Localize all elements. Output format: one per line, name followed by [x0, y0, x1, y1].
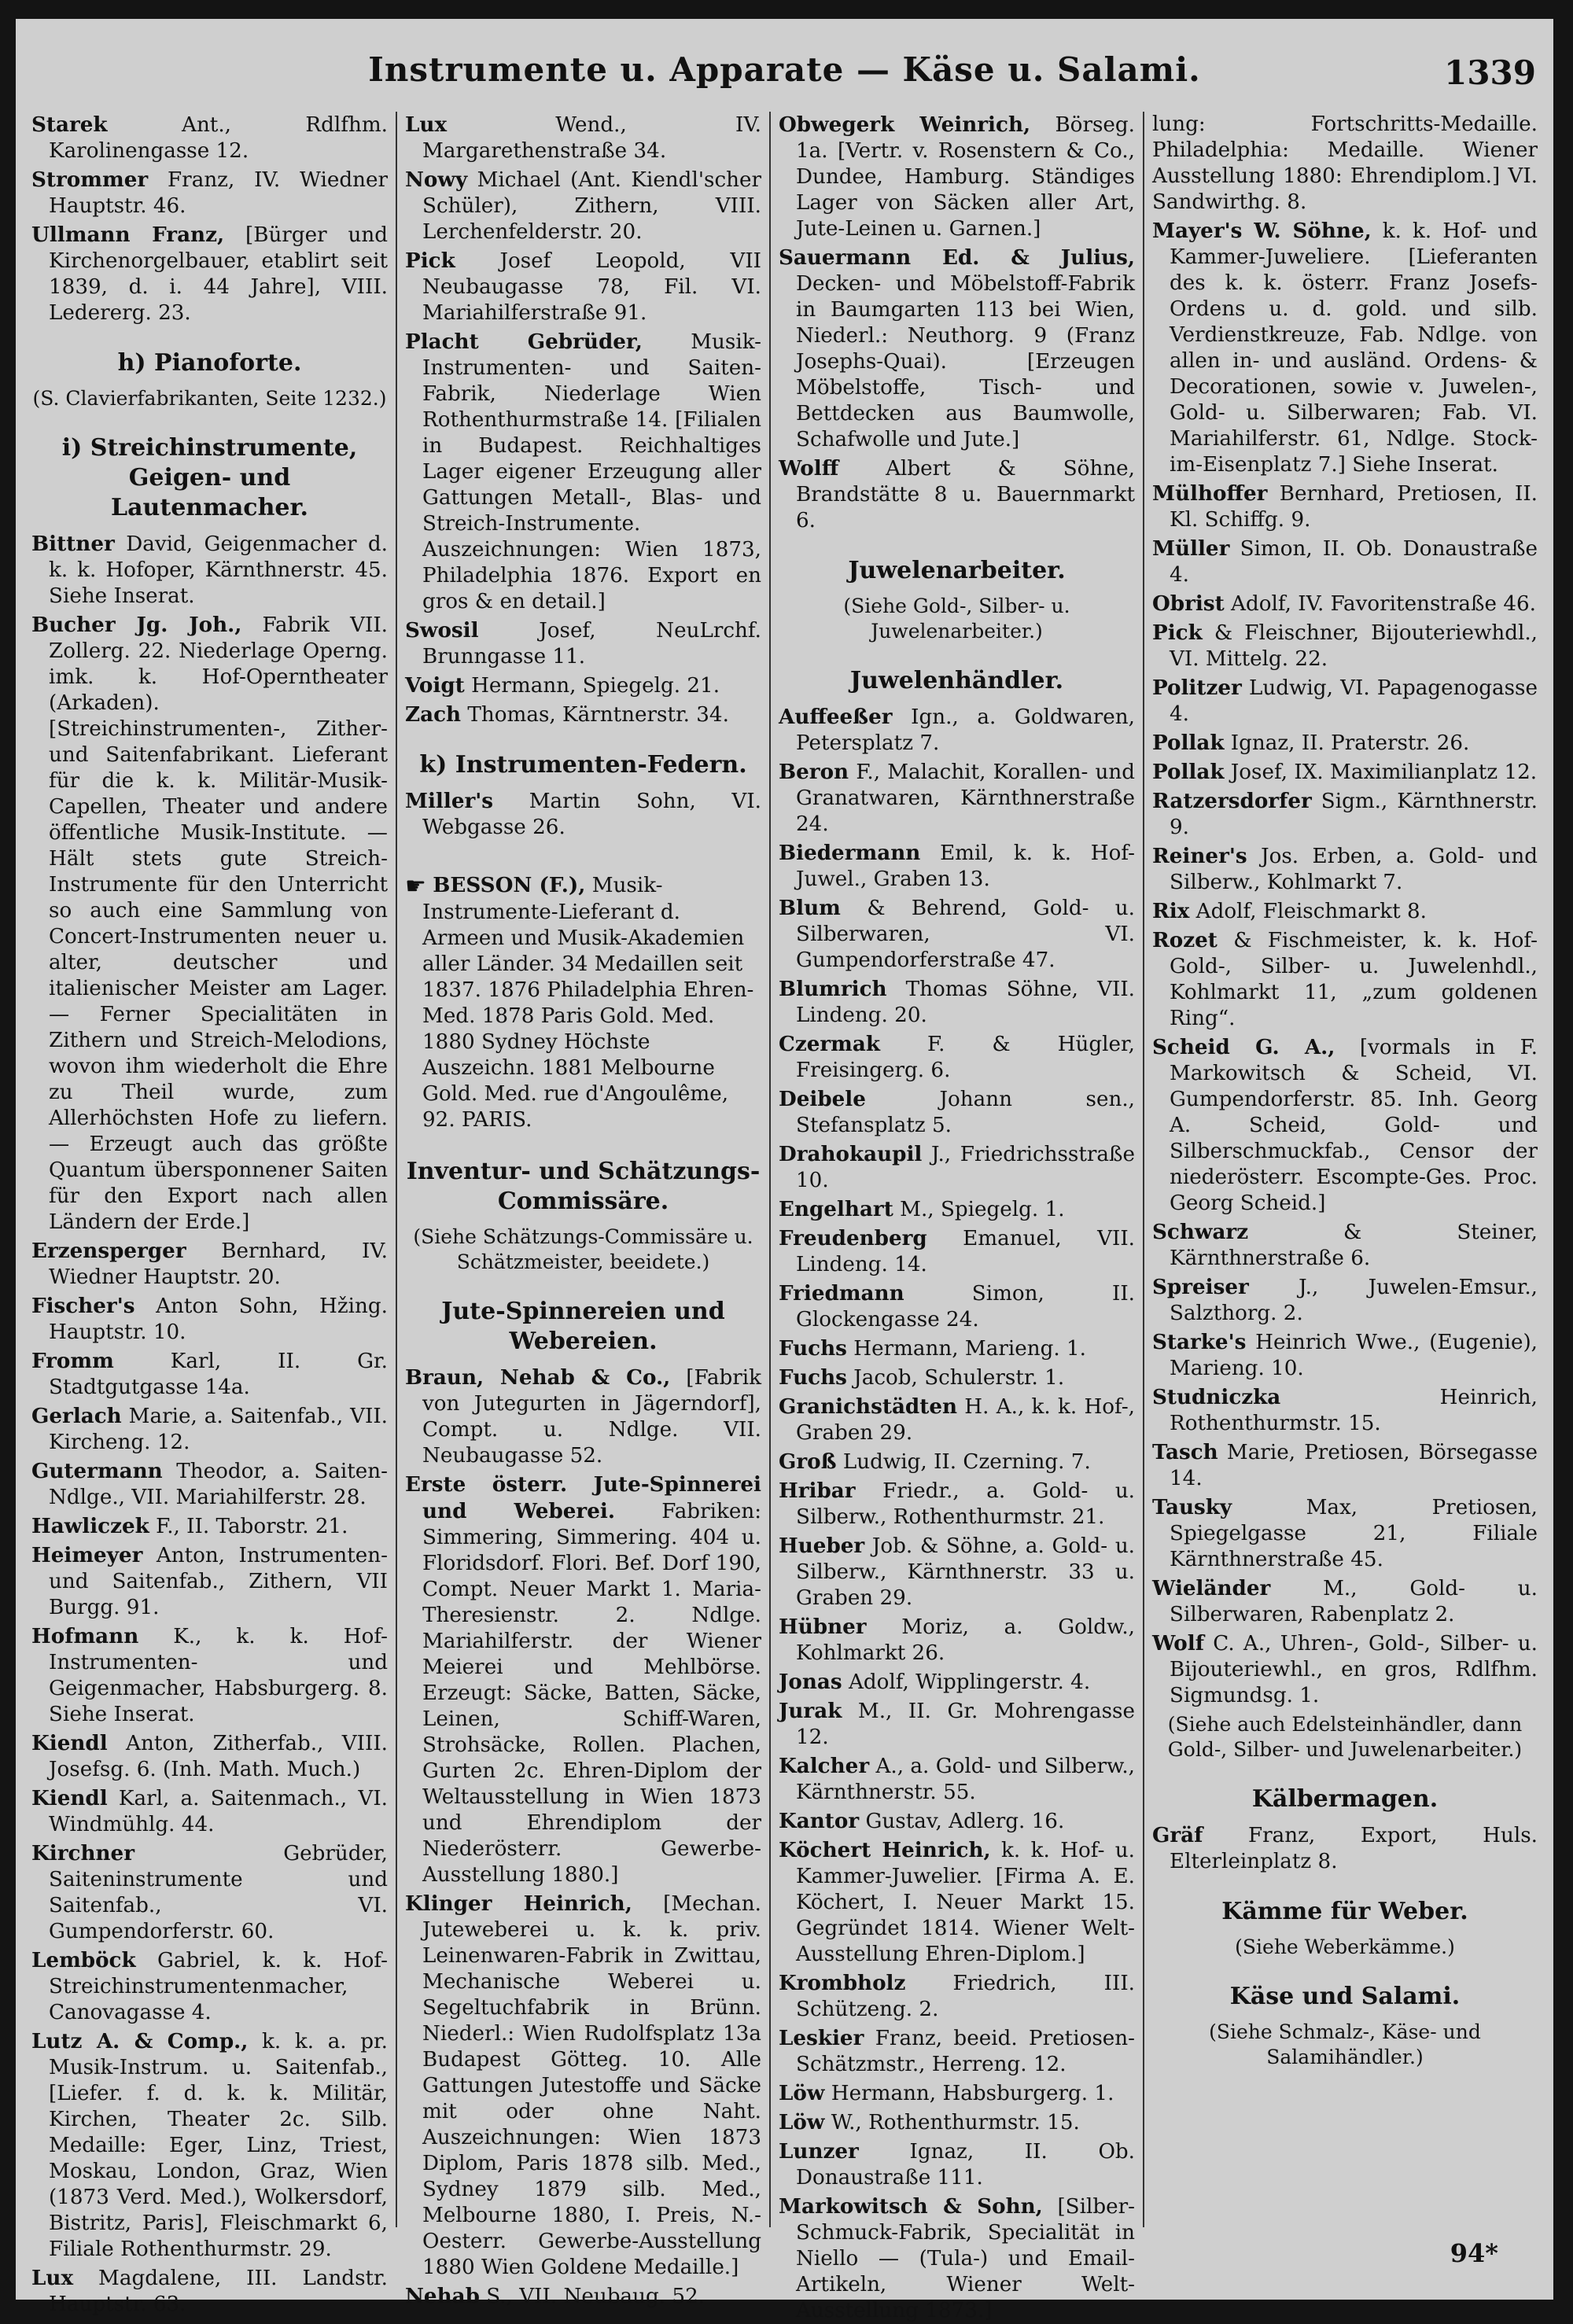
directory-entry [779, 1196, 1135, 1223]
entry-text: k. k. Hof- und Kammer-Juweliere. [Lieferanten des k. k. österr. Franz Josefs-Ordens u. d. gold. und silb. Verdienstkreuze, Fab. Ndlge. von allen in- und ausländ. Ordens- & Decorationen, sowie v. Juwelen-, Gold- u. Silberwaren; Fab. VI. Mariahilferstr. 61, Ndlge. Stock-im-Eisenplatz 7.] Siehe Inserat. [1170, 219, 1538, 477]
entry-text: Fabrik VII. Zollerg. 22. Niederlage Operng. imk. k. Hof-Operntheater (Arkaden). [Streichinstrumenten-, Zither- und Saitenfabrikant. Lieferant für die k. k. Militär-Musik-Capellen, Theater und andere öffentliche Musik-Institute. — Hält stets gute Streich-Instrumente für den Unterricht so auch eine Sammlung von Concert-Instrumenten neuer u. alter, deutscher und italienischer Meister am Lager. — Ferner Specialitäten in Zithern und Streich-Melodions, wovon ihm wiederholt die Ehre zu Theil wurde, zum Allerhöchsten Hofe zu liefern. — Erzeugt auch das größte Quantum übersponnener Saiten für den Export nach allen Ländern der Erde.] [49, 613, 389, 1234]
entry-text: Job. & Söhne, a. Gold- u. Silberw., Kärnthnerstr. 33 u. Graben 29. [796, 1534, 1136, 1610]
directory-entry [1152, 1439, 1538, 1492]
entry-text: Thomas Söhne, VII. Lindeng. 20. [796, 978, 1135, 1027]
entry-name: Hribar [779, 1479, 856, 1503]
directory-entry [779, 1808, 1135, 1835]
entry-name: Löw [779, 2110, 825, 2134]
directory-entry [31, 1403, 388, 1456]
entry-name: Kiendl [31, 1786, 108, 1810]
directory-entry [779, 1478, 1135, 1530]
entry-text: C. A., Uhren-, Gold-, Silber- u. Bijouteriewhl., en gros, Rdlfhm. Sigmundsg. 1. [1170, 1632, 1538, 1707]
directory-entry [31, 1840, 388, 1945]
entry-name: Blumrich [779, 977, 887, 1001]
entry-name: Politzer [1152, 676, 1242, 700]
entry-text: Adolf, IV. Favoritenstraße 46. [1231, 592, 1536, 616]
entry-text: & Behrend, Gold- u. Silberwaren, VI. Gumpendorferstraße 47. [796, 897, 1135, 972]
directory-entry [779, 1669, 1135, 1696]
entry-text: [Fabrik von Jutegurten in Jägerndorf], Compt. u. Ndlge. VII. Neubaugasse 52. [422, 1365, 762, 1468]
entry-text: Josef, IX. Maximilianplatz 12. [1230, 761, 1538, 784]
entry-text: Fabriken: Simmering, Simmering. 404 u. Floridsdorf. Flori. Bef. Dorf 190, Compt. Neuer Markt 1. Maria-Theresienstr. 2. Ndlge. Mariahilferstr. der Wiener Meierei und Mehlbörse. Erzeugt: Säcke, Batten, Säcke, Leinen, Schiff-Waren, Strohsäcke, Rollen. Plachen, Gurten 2c. Ehren-Diplom der Weltausstellung in Wien 1873 und Ehrendiplom der Niederösterr. Gewerbe-Ausstellung 1880.] [422, 1499, 762, 1887]
entry-name: Placht Gebrüder, [405, 330, 643, 354]
section-title-jute: Jute-Spinnereien und Webereien. [441, 1297, 725, 1355]
directory-entry [779, 1614, 1135, 1667]
directory-entry [31, 1623, 388, 1728]
directory-entry [1152, 1329, 1538, 1382]
pointing-hand-icon: ☛ [405, 872, 426, 901]
directory-entry [779, 1449, 1135, 1475]
entry-name: Bucher Jg. Joh., [31, 613, 242, 637]
entry-text: David, Geigenmacher d. k. k. Hofoper, Kärnthnerstr. 45. Siehe Inserat. [49, 532, 388, 608]
directory-entry [1152, 218, 1538, 478]
entry-name: Pollak [1152, 731, 1225, 755]
column-2 [397, 112, 771, 2308]
entry-name: Fuchs [779, 1365, 847, 1390]
directory-entry [31, 1785, 388, 1838]
entry-text: [Mechan. Juteweberei u. k. k. priv. Leinenwaren-Fabrik in Zwittau, Mechanische Weberei u. Segeltuchfabrik in Brünn. Niederl.: Wien Rudolfsplatz 13a Budapest Götteg. 10. Alle Gattungen Jutestoffe und Säcke mit oder ohne Naht. Auszeichnungen: Wien 1873 Diplom, Paris 1878 silb. Med., Sydney 1879 silb. Med., Melbourne 1880, I. Preis, N.-Oesterr. Gewerbe-Ausstellung 1880 Wien Goldene Medaille.] [422, 1891, 761, 2279]
entry-text: Anton Sohn, Hžing. Hauptstr. 10. [49, 1295, 389, 1344]
entry-name: Deibele [779, 1087, 866, 1111]
entry-text: Ignaz, II. Ob. Donaustraße 111. [796, 2140, 1135, 2190]
entry-text: Magdalene, III. Landstr. Hauptstr. 63. [49, 2267, 389, 2316]
entry-text: Karl, II. Gr. Stadtgutgasse 14a. [49, 1350, 388, 1399]
entry-name: Biedermann [779, 841, 921, 865]
entry-name: Rix [1152, 899, 1190, 923]
entry-name: Drahokaupil [779, 1142, 923, 1166]
directory-entry [1152, 1630, 1538, 1709]
directory-entry [779, 1335, 1135, 1362]
entry-text: Max, Pretiosen, Spiegelgasse 21, Filiale Kärnthnerstraße 45. [1170, 1496, 1538, 1571]
entry-name: Jurak [779, 1699, 842, 1723]
directory-entry [405, 702, 761, 728]
directory-entry [31, 531, 388, 610]
directory-entry [779, 2109, 1135, 2136]
entry-name: Jonas [779, 1670, 842, 1694]
entry-name: Beron [779, 760, 849, 784]
entry-text: & Steiner, Kärnthnerstraße 6. [1170, 1221, 1538, 1270]
entry-name: Kalcher [779, 1754, 870, 1778]
entry-name: Kantor [779, 1809, 860, 1833]
directory-entry [405, 1365, 761, 1469]
entry-text: Hermann, Spiegelg. 21. [471, 674, 720, 698]
entry-name: Obrist [1152, 591, 1225, 616]
directory-entry [1152, 898, 1538, 925]
entry-text: M., II. Gr. Mohrengasse 12. [796, 1700, 1135, 1749]
section-title-pianoforte: h) Pianoforte. [117, 349, 302, 377]
entry-text: & Fleischner, Bijouteriewhdl., VI. Mittelg. 22. [1170, 621, 1538, 671]
entry-text: Theodor, a. Saiten-Ndlge., VII. Mariahilferstr. 28. [49, 1460, 388, 1509]
entry-name: Gräf [1152, 1823, 1203, 1847]
section-title-streichinstrumente: i) Streichinstrumente, Geigen- und Lautenmacher. [61, 434, 358, 521]
directory-entry [1152, 1494, 1538, 1573]
entry-text: Anton, Instrumenten- und Saitenfab., Zithern, VII Burgg. 91. [49, 1544, 388, 1619]
directory-entry [1152, 788, 1538, 841]
directory-entry [31, 612, 388, 1236]
entry-text: Börseg. 1a. [Vertr. v. Rosenstern & Co., Dundee, Hamburg. Ständiges Lager von Säcken aller Art, Jute-Leinen u. Garnen.] [796, 113, 1135, 241]
section-title-inventur: Inventur- und Schätzungs-Commissäre. [406, 1157, 761, 1215]
entry-text: Gustav, Adlerg. 16. [865, 1810, 1065, 1833]
entry-name: Voigt [405, 673, 465, 698]
entry-name: Braun, Nehab & Co., [405, 1365, 671, 1390]
directory-entry [1152, 1219, 1538, 1272]
directory-entry [779, 704, 1135, 757]
directory-entry [1152, 675, 1538, 727]
directory-entry [405, 248, 761, 326]
entry-text: Ludwig, II. Czerning. 7. [842, 1450, 1091, 1474]
directory-entry [31, 1730, 388, 1783]
directory-entry [779, 1365, 1135, 1391]
directory-entry [779, 2025, 1135, 2078]
entry-name: Müller [1152, 536, 1230, 561]
entry-text: Friedrich, III. Schützeng. 2. [796, 1972, 1135, 2021]
entry-name: Fuchs [779, 1336, 847, 1361]
entry-text: F., Malachit, Korallen- und Granatwaren, Kärnthnerstraße 24. [796, 761, 1135, 836]
directory-entry [779, 976, 1135, 1029]
entry-name: Nehab [405, 2283, 480, 2308]
signature-mark: 94* [1450, 2238, 1498, 2268]
see-also-note: (Siehe auch Edelsteinhändler, dann Gold-, Silber- und Juwelenarbeiter.) [1167, 1713, 1523, 1761]
directory-entry [779, 1141, 1135, 1194]
entry-text: & Fischmeister, k. k. Hof-Gold-, Silber- u. Juwelenhdl., Kohlmarkt 11, „zum goldenen Ring“. [1170, 929, 1538, 1030]
entry-name: Tasch [1152, 1440, 1218, 1464]
entry-name: Löw [779, 2081, 825, 2105]
entry-name: Nowy [405, 168, 468, 192]
directory-entry [405, 788, 761, 841]
entry-text: Simon, II. Glockengasse 24. [796, 1282, 1135, 1331]
directory-entry [405, 329, 761, 615]
entry-text: Marie, a. Saitenfab., VII. Kircheng. 12. [49, 1405, 388, 1454]
entry-name: Mayer's W. Söhne, [1152, 219, 1372, 243]
besson-advertisement [405, 872, 761, 1133]
directory-entry [779, 112, 1135, 242]
directory-entry [405, 2283, 761, 2310]
section-title-juwelenarbeiter: Juwelenarbeiter. [848, 557, 1066, 584]
entry-text: Bernhard, IV. Wiedner Hauptstr. 20. [49, 1239, 388, 1289]
entry-text: Anton, Zitherfab., VIII. Josefsg. 6. (Inh. Math. Much.) [49, 1732, 388, 1781]
entry-text: [vormals in F. Markowitsch & Scheid, VI. Gumpendorferstr. 85. Inh. Georg A. Scheid, Gold- und Silberschmuckfab., Censor der niederösterr. Escompte-Ges. Proc. Georg Scheid.] [1170, 1036, 1538, 1215]
directory-entry [779, 1280, 1135, 1333]
entry-text: Thomas, Kärntnerstr. 34. [467, 703, 729, 727]
entry-text: Marie, Pretiosen, Börsegasse 14. [1170, 1441, 1538, 1490]
entry-text: S., VII. Neubaug. 52. [486, 2284, 705, 2308]
section-title-kaese: Käse und Salami. [1229, 1983, 1461, 2010]
directory-entry [31, 167, 388, 219]
directory-entry [405, 112, 761, 164]
entry-name: Sauermann Ed. & Julius, [779, 245, 1135, 270]
directory-entry [1152, 843, 1538, 896]
entry-text: [Silber-Schmuck-Fabrik, Specialität in Niello — (Tula-) und Email-Artikeln, Wiener Welt-Ausstellung 1873.] [796, 2195, 1135, 2322]
directory-entry [779, 1225, 1135, 1278]
entry-name: Krombholz [779, 1971, 906, 1995]
directory-entry [31, 2265, 388, 2318]
column-1 [24, 112, 397, 2316]
entry-text: Josef, NeuLrchf. Brunngasse 11. [422, 619, 761, 668]
entry-text: Josef Leopold, VII Neubaugasse 78, Fil. VI. Mariahilferstraße 91. [422, 249, 762, 325]
entry-name: Hübner [779, 1615, 867, 1639]
column-3 [771, 112, 1144, 2322]
directory-entry [779, 1970, 1135, 2023]
directory-entry [779, 2193, 1135, 2324]
entry-name: Granichstädten [779, 1394, 958, 1419]
entry-text: Martin Sohn, VI. Webgasse 26. [422, 790, 762, 839]
section-note-inventur: (Siehe Schätzungs-Commissäre u. Schätzmeister, beeidete.) [413, 1225, 753, 1273]
entry-name: Mülhoffer [1152, 481, 1268, 506]
directory-entry [405, 672, 761, 699]
ad-firm-name: BESSON (F.), [433, 873, 586, 897]
entry-name: Tausky [1152, 1495, 1232, 1519]
entry-text: Friedr., a. Gold- u. Silberw., Rothenthurmstr. 21. [796, 1479, 1136, 1529]
entry-name: Engelhart [779, 1197, 893, 1221]
entry-name: Köchert Heinrich, [779, 1838, 991, 1862]
entry-text: Heinrich Wwe., (Eugenie), Marieng. 10. [1170, 1331, 1538, 1380]
entry-text: Gabriel, k. k. Hof-Streichinstrumentenmacher, Canovagasse 4. [49, 1949, 388, 2024]
directory-entry [31, 1947, 388, 2026]
directory-entry [779, 1837, 1135, 1968]
entry-name: Strommer [31, 168, 149, 192]
directory-entry [405, 1471, 761, 1888]
entry-text: [Bürger und Kirchenorgelbauer, etablirt seit 1839, d. i. 44 Jahre], VIII. Ledererg. 23. [49, 223, 388, 325]
section-title-juwelenhaendler: Juwelenhändler. [849, 667, 1064, 694]
section-note-pianoforte: (S. Clavierfabrikanten, Seite 1232.) [32, 387, 387, 410]
section-note-juwelenarbeiter: (Siehe Gold-, Silber- u. Juwelenarbeiter.) [843, 595, 1070, 643]
entry-name: Kirchner [31, 1841, 134, 1865]
entry-text: F. & Hügler, Freisingerg. 6. [796, 1033, 1135, 1082]
entry-text: Gebrüder, Saiteninstrumente und Saitenfab., VI. Gumpendorferstr. 60. [49, 1842, 388, 1943]
directory-entry [1152, 112, 1538, 215]
section-title-instrumenten-federn: k) Instrumenten-Federn. [419, 751, 747, 779]
entry-name: Heimeyer [31, 1543, 143, 1567]
entry-name: Scheid G. A., [1152, 1035, 1335, 1059]
entry-name: Schwarz [1152, 1220, 1249, 1244]
entry-text: Sigm., Kärnthnerstr. 9. [1170, 790, 1538, 839]
section-note-kaemme: (Siehe Weberkämme.) [1235, 1935, 1455, 1958]
directory-entry [779, 245, 1135, 453]
entry-text: Decken- und Möbelstoff-Fabrik in Baumgarten 113 bei Wien, Niederl.: Neuthorg. 9 (Franz Josephs-Quai). [Erzeugen Möbelstoffe, Tisch- und Bettdecken aus Baumwolle, Schafwolle und Jute.] [796, 272, 1135, 451]
entry-name: Starek [31, 112, 108, 137]
directory-entry [31, 1238, 388, 1291]
directory-entry [31, 1542, 388, 1621]
column-4 [1144, 112, 1545, 2227]
directory-entry [31, 1293, 388, 1346]
entry-name: Markowitsch & Sohn, [779, 2194, 1043, 2219]
entry-name: Starke's [1152, 1330, 1247, 1354]
entry-name: Erste österr. Jute-Spinnerei und Weberei. [405, 1471, 761, 1523]
directory-page [16, 19, 1553, 2322]
entry-text: Albert & Söhne, Brandstätte 8 u. Bauernmarkt 6. [796, 457, 1136, 532]
directory-entry [405, 617, 761, 670]
directory-entry [1152, 927, 1538, 1032]
directory-entry [779, 1698, 1135, 1751]
entry-text: Wend., IV. Margarethenstraße 34. [422, 113, 761, 163]
entry-name: Pick [1152, 621, 1203, 645]
entry-text: Ant., Rdlfhm. Karolinengasse 12. [49, 113, 388, 163]
directory-entry [779, 759, 1135, 838]
entry-text: lung: Fortschritts-Medaille. Philadelphia: Medaille. Wiener Ausstellung 1880: Ehrendiplom.] VI. Sandwirthg. 8. [1152, 112, 1538, 214]
entry-text: Bernhard, Pretiosen, II. Kl. Schiffg. 9. [1170, 482, 1538, 532]
entry-name: Lux [31, 2266, 74, 2290]
entry-text: k. k. Hof- u. Kammer-Juwelier. [Firma A. E. Köchert, I. Neuer Markt 15. Gegründet 1814. Wiener Welt-Ausstellung Ehren-Diplom.] [796, 1839, 1135, 1966]
entry-name: Miller's [405, 789, 494, 813]
entry-name: Pollak [1152, 760, 1225, 784]
directory-entry [1152, 1822, 1538, 1875]
directory-entry [779, 1533, 1135, 1611]
directory-entry [1152, 620, 1538, 672]
directory-entry [779, 1086, 1135, 1139]
entry-text: Heinrich, Rothenthurmstr. 15. [1170, 1386, 1538, 1435]
directory-entry [1152, 730, 1538, 757]
directory-entry [1152, 591, 1538, 617]
entry-text: Adolf, Wipplingerstr. 4. [848, 1670, 1091, 1694]
entry-text: Ludwig, VI. Papagenogasse 4. [1170, 676, 1538, 726]
entry-name: Ratzersdorfer [1152, 789, 1312, 813]
entry-name: Gerlach [31, 1404, 122, 1428]
directory-entry [31, 1513, 388, 1540]
entry-text: Hermann, Habsburgerg. 1. [831, 2082, 1114, 2105]
section-title-kaemme: Kämme für Weber. [1221, 1898, 1468, 1925]
entry-name: Fischer's [31, 1294, 135, 1318]
entry-name: Hawliczek [31, 1514, 149, 1538]
directory-entry [31, 1348, 388, 1401]
entry-name: Hofmann [31, 1624, 139, 1648]
entry-text: Simon, II. Ob. Donaustraße 4. [1170, 537, 1538, 587]
entry-name: Lux [405, 112, 448, 137]
entry-text: Franz, beeid. Pretiosen-Schätzmstr., Herreng. 12. [796, 2027, 1135, 2076]
entry-name: Rozet [1152, 928, 1218, 952]
directory-entry [779, 2080, 1135, 2107]
directory-entry [405, 167, 761, 245]
directory-entry [1152, 1034, 1538, 1217]
entry-text: Franz, Export, Huls. Elterleinplatz 8. [1170, 1824, 1538, 1873]
entry-text: Ignaz, II. Praterstr. 26. [1230, 731, 1470, 755]
entry-name: Swosil [405, 618, 479, 643]
directory-entry [779, 1394, 1135, 1446]
entry-text: Michael (Ant. Kiendl'scher Schüler), Zithern, VIII. Lerchenfelderstr. 20. [422, 168, 762, 244]
entry-name: Czermak [779, 1032, 880, 1056]
entry-name: Hueber [779, 1534, 865, 1558]
section-note-kaese: (Siehe Schmalz-, Käse- und Salamihändler.) [1209, 2020, 1481, 2068]
entry-name: Groß [779, 1449, 837, 1474]
entry-text: Karl, a. Saitenmach., VI. Windmühlg. 44. [49, 1787, 389, 1836]
entry-name: Gutermann [31, 1459, 163, 1483]
entry-text: J., Juwelen-Emsur., Salzthorg. 2. [1170, 1276, 1538, 1325]
entry-text: Emanuel, VII. Lindeng. 14. [796, 1227, 1135, 1276]
directory-entry [779, 1753, 1135, 1806]
entry-text: Musik-Instrumenten- und Saiten-Fabrik, Niederlage Wien Rothenthurmstraße 14. [Filialen in Budapest. Reichhaltiges Lager eigener Erzeugung aller Gattungen Metall-, Blas- und Streich-Instrumente. Auszeichnungen: Wien 1873, Philadelphia 1876. Export en gros & en detail.] [422, 330, 761, 613]
entry-name: Freudenberg [779, 1226, 927, 1250]
directory-entry [31, 112, 388, 164]
entry-name: Lutz A. & Comp., [31, 2029, 249, 2053]
directory-entry [405, 1891, 761, 2281]
directory-entry [1152, 1274, 1538, 1327]
directory-entry [31, 2028, 388, 2263]
entry-name: Wieländer [1152, 1576, 1271, 1600]
directory-entry [1152, 759, 1538, 786]
entry-text: J., Friedrichsstraße 10. [796, 1143, 1135, 1192]
entry-name: Ullmann Franz, [31, 223, 225, 247]
ad-text: Musik-Instrumente-Lieferant d. Armeen und Musik-Akademien aller Länder. 34 Medaillen seit 1837. 1876 Philadelphia Ehren-Med. 1878 Paris Gold. Med. 1880 Sydney Höchste Auszeichn. 1881 Melbourne Gold. Med. rue d'Angoulême, 92. PARIS. [422, 874, 754, 1132]
entry-text: Jacob, Schulerstr. 1. [853, 1366, 1065, 1390]
directory-entry [779, 840, 1135, 893]
entry-name: Reiner's [1152, 844, 1247, 868]
entry-text: Jos. Erben, a. Gold- und Silberw., Kohlmarkt 7. [1170, 845, 1538, 894]
entry-text: Adolf, Fleischmarkt 8. [1195, 900, 1427, 923]
directory-entry [779, 1031, 1135, 1084]
entry-text: Franz, IV. Wiedner Hauptstr. 46. [49, 168, 388, 218]
entry-name: Blum [779, 896, 841, 920]
entry-text: W., Rothenthurmstr. 15. [831, 2111, 1080, 2134]
entry-name: Auffeeßer [779, 705, 893, 729]
entry-text: A., a. Gold- und Silberw., Kärnthnerstr. 55. [796, 1755, 1135, 1804]
entry-text: K., k. k. Hof-Instrumenten- und Geigenmacher, Habsburgerg. 8. Siehe Inserat. [49, 1625, 388, 1726]
entry-text: H. A., k. k. Hof-, Graben 29. [796, 1395, 1135, 1445]
entry-text: M., Spiegelg. 1. [900, 1198, 1065, 1221]
entry-name: Spreiser [1152, 1275, 1249, 1299]
entry-name: Friedmann [779, 1281, 904, 1306]
directory-entry [779, 455, 1135, 534]
page-number: 1339 [1444, 53, 1536, 92]
entry-name: Obwegerk Weinrich, [779, 112, 1031, 137]
entry-text: Johann sen., Stefansplatz 5. [796, 1088, 1136, 1137]
entry-text: M., Gold- u. Silberwaren, Rabenplatz 2. [1170, 1577, 1538, 1626]
directory-entry [779, 895, 1135, 974]
entry-name: Zach [405, 702, 462, 727]
entry-name: Leskier [779, 2026, 864, 2050]
entry-name: Wolff [779, 456, 839, 481]
running-header: Instrumente u. Apparate — Käse u. Salami. [368, 50, 1201, 89]
directory-entry [779, 2138, 1135, 2191]
directory-entry [1152, 536, 1538, 588]
entry-text: k. k. a. pr. Musik-Instrum. u. Saitenfab., [Liefer. f. d. k. k. Militär, Kirchen, Theater 2c. Silb. Medaille: Eger, Linz, Triest, Moskau, London, Graz, Wien (1873 Verd. Med.), Wolkersdorf, Bistritz, Paris], Fleischmarkt 6, Filiale Rothenthurmstr. 29. [49, 2030, 389, 2261]
entry-name: Klinger Heinrich, [405, 1891, 632, 1916]
directory-entry [31, 222, 388, 326]
entry-name: Kiendl [31, 1731, 108, 1755]
entry-text: Emil, k. k. Hof-Juwel., Graben 13. [796, 842, 1136, 891]
section-title-kaelbermagen: Kälbermagen. [1251, 1785, 1439, 1813]
entry-name: Wolf [1152, 1631, 1204, 1656]
directory-entry [1152, 1575, 1538, 1628]
entry-text: Ign., a. Goldwaren, Petersplatz 7. [796, 705, 1135, 755]
entry-name: Fromm [31, 1349, 114, 1373]
directory-entry [31, 1458, 388, 1511]
entry-name: Lunzer [779, 2139, 859, 2164]
directory-entry [1152, 1384, 1538, 1437]
directory-entry [1152, 481, 1538, 533]
entry-text: F., II. Taborstr. 21. [156, 1515, 348, 1538]
entry-name: Erzensperger [31, 1239, 186, 1263]
entry-name: Lemböck [31, 1948, 136, 1972]
entry-text: Hermann, Marieng. 1. [853, 1337, 1086, 1361]
entry-name: Bittner [31, 532, 115, 556]
entry-text: Moriz, a. Goldw., Kohlmarkt 26. [796, 1615, 1135, 1665]
entry-name: Pick [405, 249, 455, 273]
entry-name: Studniczka [1152, 1385, 1281, 1409]
